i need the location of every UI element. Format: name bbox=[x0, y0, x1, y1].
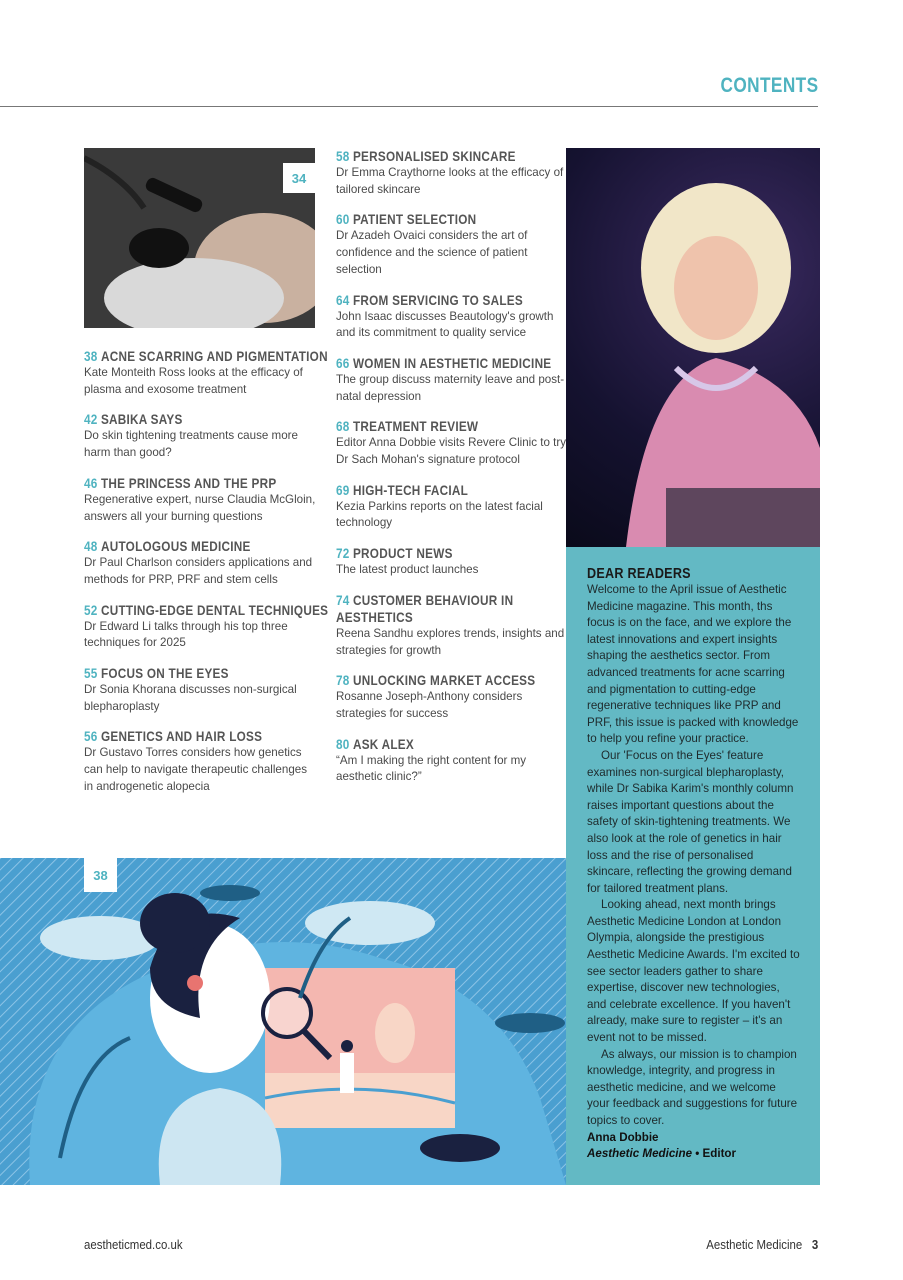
editor-role: • Editor bbox=[692, 1147, 737, 1161]
item-description: Dr Paul Charlson considers applications and methods for PRP, PRF and stem cells bbox=[84, 556, 313, 586]
item-title: WOMEN IN AESTHETIC MEDICINE bbox=[352, 354, 552, 371]
item-description: Editor Anna Dobbie visits Revere Clinic to try Dr Sach Mohan's signature protocol bbox=[336, 436, 567, 467]
page-number: 52 bbox=[84, 601, 98, 618]
editor-letter bbox=[566, 547, 820, 1185]
item-title: CUTTING-EDGE DENTAL TECHNIQUES bbox=[100, 601, 329, 618]
page-number: 48 bbox=[84, 538, 98, 555]
item-title: SABIKA SAYS bbox=[100, 411, 183, 428]
header-rule bbox=[0, 106, 818, 107]
item-heading bbox=[336, 592, 563, 626]
item-heading bbox=[84, 348, 328, 365]
contents-item[interactable] bbox=[336, 545, 568, 579]
item-heading bbox=[336, 354, 552, 372]
laser-treatment-photo bbox=[84, 148, 315, 328]
contents-item[interactable] bbox=[84, 475, 316, 525]
editor-name: Anna Dobbie bbox=[587, 1130, 659, 1144]
contents-item[interactable] bbox=[336, 592, 568, 659]
item-description: Kate Monteith Ross looks at the efficacy of plasma and exosome treatment bbox=[84, 366, 303, 396]
page-number: 46 bbox=[84, 474, 98, 491]
item-title: CUSTOMER BEHAVIOUR IN AESTHETICS bbox=[336, 591, 514, 625]
item-heading bbox=[336, 418, 531, 435]
contents-item[interactable] bbox=[84, 601, 329, 652]
item-description: The group discuss maternity leave and post-natal depression bbox=[336, 372, 565, 403]
publication-name: Aesthetic Medicine bbox=[587, 1147, 693, 1161]
item-heading bbox=[336, 211, 531, 228]
page-number: 60 bbox=[336, 211, 350, 228]
page-number: 55 bbox=[84, 665, 98, 682]
page-number: 66 bbox=[336, 354, 350, 371]
item-title: HIGH-TECH FACIAL bbox=[352, 481, 469, 498]
item-heading bbox=[336, 148, 531, 165]
editor-photo-art bbox=[566, 148, 820, 547]
item-title: FROM SERVICING TO SALES bbox=[352, 291, 523, 308]
item-heading bbox=[84, 665, 279, 682]
item-description: Dr Edward Li talks through his top three techniques for 2025 bbox=[84, 619, 288, 650]
contents-column-left bbox=[84, 348, 329, 809]
contents-item[interactable] bbox=[336, 211, 568, 278]
page-number: 56 bbox=[84, 728, 98, 745]
item-heading bbox=[336, 292, 531, 309]
item-description: Dr Gustavo Torres considers how genetics can help to navigate therapeutic challenges in androgenetic alopecia bbox=[84, 746, 308, 793]
contents-item[interactable] bbox=[84, 411, 316, 461]
item-title: UNLOCKING MARKET ACCESS bbox=[352, 672, 536, 689]
page-number: 64 bbox=[336, 291, 350, 308]
item-title: PERSONALISED SKINCARE bbox=[352, 148, 516, 164]
item-title: GENETICS AND HAIR LOSS bbox=[100, 728, 263, 745]
item-heading bbox=[336, 736, 531, 753]
item-heading bbox=[84, 728, 279, 745]
contents-item[interactable] bbox=[84, 538, 316, 588]
editor-heading: DEAR READERS bbox=[587, 565, 691, 582]
editor-photo bbox=[566, 148, 820, 547]
item-description: Dr Emma Craythorne looks at the efficacy of tailored skincare bbox=[336, 166, 564, 196]
page-badge: 38 bbox=[84, 858, 117, 892]
footer-magazine bbox=[706, 1237, 818, 1252]
page-title: CONTENTS bbox=[720, 74, 818, 97]
item-description: John Isaac discusses Beautology's growth and its commitment to quality service bbox=[336, 309, 554, 340]
page-number: 78 bbox=[336, 672, 350, 689]
item-title: ASK ALEX bbox=[352, 735, 415, 752]
page-number: 58 bbox=[336, 148, 350, 164]
contents-item[interactable] bbox=[84, 728, 316, 795]
item-description: Do skin tightening treatments cause more harm than good? bbox=[84, 429, 298, 460]
item-title: PATIENT SELECTION bbox=[352, 211, 477, 228]
item-title: ACNE SCARRING AND PIGMENTATION bbox=[100, 348, 328, 364]
item-heading bbox=[84, 411, 279, 428]
item-title: FOCUS ON THE EYES bbox=[100, 665, 229, 682]
page-number: 74 bbox=[336, 591, 350, 608]
contents-column-middle bbox=[336, 148, 568, 799]
contents-item[interactable] bbox=[336, 672, 568, 722]
item-heading bbox=[336, 545, 531, 562]
item-heading bbox=[84, 538, 279, 555]
photo-illustration bbox=[84, 148, 315, 328]
item-description: The latest product launches bbox=[336, 563, 479, 577]
item-heading bbox=[336, 482, 531, 499]
item-description: Dr Sonia Khorana discusses non-surgical blepharoplasty bbox=[84, 683, 297, 713]
footer-magazine-name: Aesthetic Medicine bbox=[706, 1237, 803, 1252]
page-number: 72 bbox=[336, 545, 350, 562]
editor-paragraph: Welcome to the April issue of Aesthetic Medicine magazine. This month, ths focus is on the face, and we explore the latest innovations and expert insights shaping the aesthetics sector. From advanced treatments for acne scarring and pigmentation to cutting-edge regenerative techniques like PRP and PRF, this issue is packed with knowledge to help you refine your practice. bbox=[587, 583, 799, 746]
item-description: Dr Azadeh Ovaici considers the art of confidence and the science of patient selection bbox=[336, 229, 528, 276]
item-title: AUTOLOGOUS MEDICINE bbox=[100, 538, 251, 555]
editor-paragraph: Looking ahead, next month brings Aesthetic Medicine London at London Olympia, alongside the prestigious Aesthetic Medicine Awards. I'm excited to see sector leaders gather to share expertise, discover new technologies, and celebrate excellence. If you haven't already, make sure to register – it's an event not to be missed. bbox=[587, 898, 800, 1045]
contents-item[interactable] bbox=[84, 348, 328, 398]
item-heading bbox=[84, 475, 279, 492]
item-title: PRODUCT NEWS bbox=[352, 545, 453, 562]
page-number: 68 bbox=[336, 418, 350, 435]
item-title: THE PRINCESS AND THE PRP bbox=[100, 474, 277, 491]
item-description: Reena Sandhu explores trends, insights and strategies for growth bbox=[336, 626, 565, 657]
contents-item[interactable] bbox=[336, 148, 568, 198]
item-description: “Am I making the right content for my aesthetic clinic?” bbox=[336, 753, 527, 784]
item-heading bbox=[84, 601, 329, 619]
editor-paragraph: Our 'Focus on the Eyes' feature examines non-surgical blepharoplasty, while Dr Sabika Karim's monthly column raises important questions about the safety of skin-tightening treatments. We also look at the role of genetics in hair loss and the rise of personalised skincare, reflecting the growing demand for tailored treatment plans. bbox=[587, 748, 794, 895]
skincare-illustration bbox=[0, 858, 566, 1185]
contents-item[interactable] bbox=[336, 482, 568, 532]
page-number: 69 bbox=[336, 481, 350, 498]
item-title: TREATMENT REVIEW bbox=[352, 418, 479, 435]
contents-item[interactable] bbox=[336, 292, 568, 342]
contents-item[interactable] bbox=[336, 355, 568, 405]
contents-item[interactable] bbox=[336, 418, 568, 468]
footer-url[interactable]: aestheticmed.co.uk bbox=[84, 1237, 183, 1252]
page-number: 38 bbox=[84, 348, 98, 364]
page-number: 3 bbox=[811, 1237, 818, 1252]
contents-item[interactable] bbox=[84, 665, 316, 715]
page-number: 80 bbox=[336, 735, 350, 752]
item-description: Rosanne Joseph-Anthony considers strategies for success bbox=[336, 690, 523, 720]
item-description: Kezia Parkins reports on the latest facial technology bbox=[336, 499, 543, 530]
contents-item[interactable] bbox=[336, 736, 568, 786]
item-heading bbox=[336, 672, 536, 689]
illustration-art bbox=[0, 858, 566, 1185]
editor-paragraph: As always, our mission is to champion knowledge, integrity, and progress in aesthetic medicine, and we welcome your feedback and suggestions for future topics to cover. bbox=[587, 1047, 798, 1127]
page-number: 42 bbox=[84, 411, 98, 428]
page-badge: 34 bbox=[283, 163, 315, 193]
item-description: Regenerative expert, nurse Claudia McGloin, answers all your burning questions bbox=[84, 492, 316, 523]
